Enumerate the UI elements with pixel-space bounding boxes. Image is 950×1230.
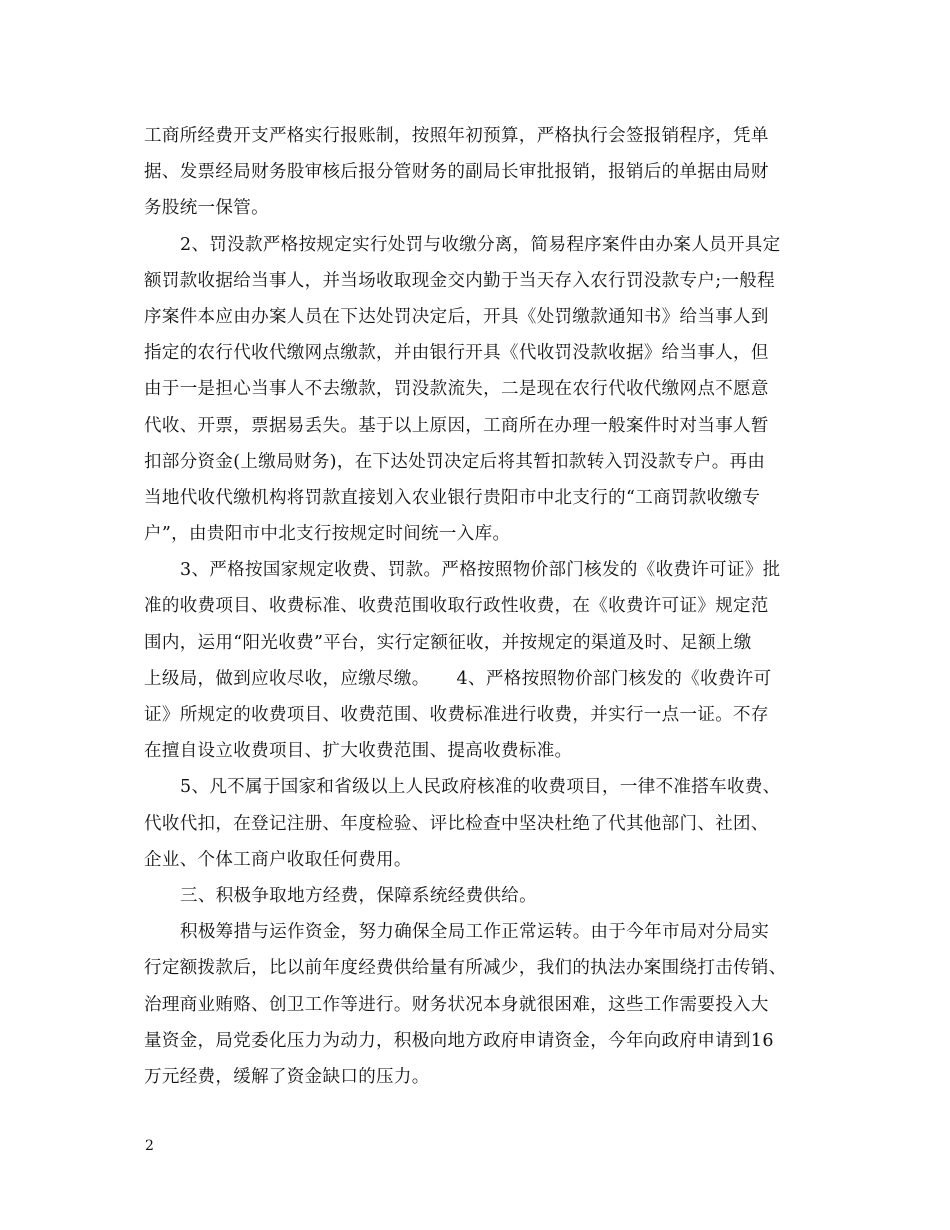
text-line: 代收、开票，票据易丢失。基于以上原因，工商所在办理一般案件时对当事人暂 [144,415,769,436]
text-line: 行定额拨款后，比以前年度经费供给量有所减少，我们的执法办案围绕打击传销、 [144,958,787,979]
text-line: 代收代扣，在登记注册、年度检验、评比检查中坚决杜绝了代其他部门、社团、 [144,813,769,834]
text-line: 5、凡不属于国家和省级以上人民政府核准的收费项目，一律不准搭车收费、 [180,777,781,798]
text-line: 扣部分资金(上缴局财务)，在下达处罚决定后将其暂扣款转入罚没款专户。再由 [144,451,766,472]
text-line: 务股统一保管。 [144,198,269,219]
text-line: 积极筹措与运作资金，努力确保全局工作正常运转。由于今年市局对分局实 [180,922,770,943]
text-line: 由于一是担心当事人不去缴款，罚没款流失，二是现在农行代收代缴网点不愿意 [144,379,769,400]
text-line: 上级局，做到应收尽收，应缴尽缴。 4、严格按照物价部门核发的《收费许可 [144,668,772,689]
text-line: 在擅自设立收费项目、扩大收费范围、提高收费标准。 [144,741,573,762]
text-line: 据、发票经局财务股审核后报分管财务的副局长审批报销，报销后的单据由局财 [144,162,769,183]
document-body [144,118,814,1095]
text-line: 准的收费项目、收费标准、收费范围收取行政性收费，在《收费许可证》规定范 [144,596,769,617]
text-line: 工商所经费开支严格实行报账制，按照年初预算，严格执行会签报销程序，凭单 [144,126,769,146]
text-line: 当地代收代缴机构将罚款直接划入农业银行贵阳市中北支行的“工商罚款收缴专 [144,487,761,508]
text-line: 围内，运用“阳光收费”平台，实行定额征收，并按规定的渠道及时、足额上缴 [144,632,752,653]
text-line: 户”，由贵阳市中北支行按规定时间统一入库。 [144,524,511,545]
text-line: 3、严格按国家规定收费、罚款。严格按照物价部门核发的《收费许可证》批 [180,560,781,581]
text-line: 证》所规定的收费项目、收费范围、收费标准进行收费，并实行一点一证。不存 [144,705,769,725]
text-line: 序案件本应由办案人员在下达处罚决定后，开具《处罚缴款通知书》给当事人到 [144,306,769,327]
text-line: 万元经费，缓解了资金缺口的压力。 [144,1066,430,1087]
text-line: 治理商业贿赂、创卫工作等进行。财务状况本身就很困难，这些工作需要投入大 [144,994,769,1015]
text-line: 量资金，局党委化压力为动力，积极向地方政府申请资金，今年向政府申请到16 [144,1030,774,1051]
text-line: 额罚款收据给当事人，并当场收取现金交内勤于当天存入农行罚没款专户;一般程 [144,270,775,291]
text-line: 三、积极争取地方经费，保障系统经费供给。 [180,885,537,906]
text-line: 2、罚没款严格按规定实行处罚与收缴分离，简易程序案件由办案人员开具定 [180,234,781,255]
page-number: 2 [145,1138,154,1154]
text-line: 企业、个体工商户收取任何费用。 [144,849,412,870]
text-line: 指定的农行代收代缴网点缴款，并由银行开具《代收罚没款收据》给当事人，但 [144,343,769,364]
